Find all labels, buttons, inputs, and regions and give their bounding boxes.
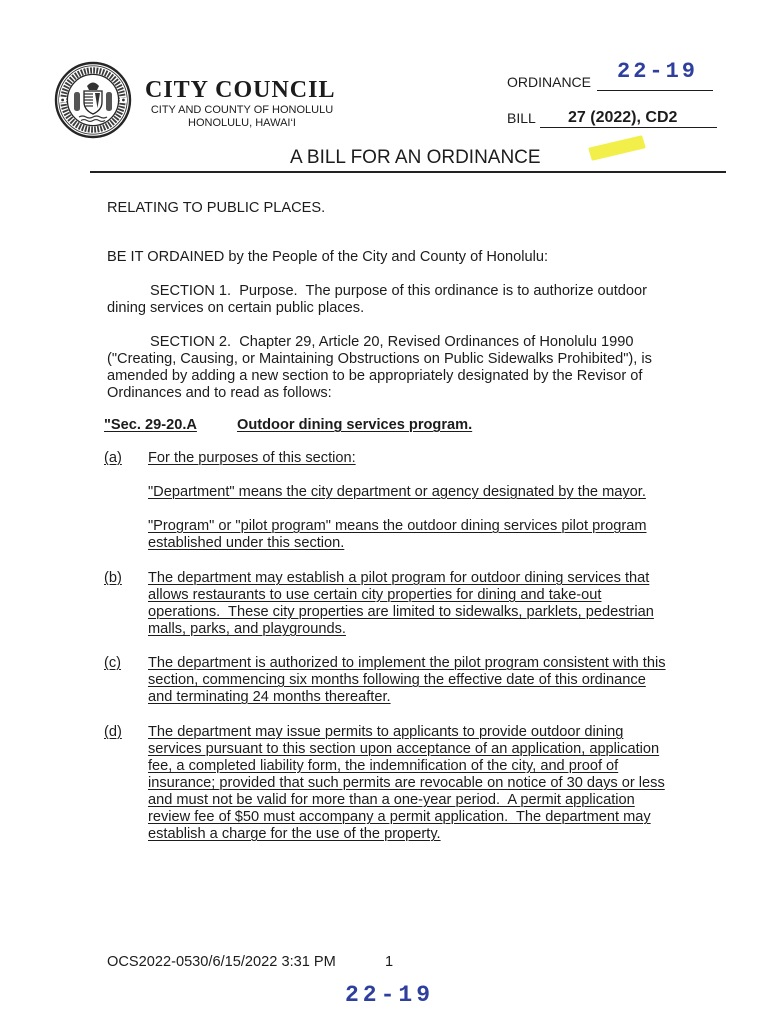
highlighter-stroke-icon [586,132,648,162]
subsection-text [148,655,666,706]
subsection-line: operations. These city properties are limited to sidewalks, parklets, pedestrian [148,604,654,620]
subsection-text [148,570,654,638]
relating-clause: RELATING TO PUBLIC PLACES. [107,200,326,216]
subsection-line: malls, parks, and playgrounds. [148,621,346,637]
subsection-text [148,450,356,467]
subsection-line: section, commencing six months following the effective date of this ordinance [148,672,646,688]
definition-program [148,518,647,552]
subsection-text [148,724,665,843]
subsection-line: fee, a completed liability form, the indemnification of the city, and proof of [148,758,619,774]
title-divider [90,171,726,173]
subsection-line: and must not be valid for more than a one-year period. A permit application [148,792,635,808]
subsection-line: establish a charge for the use of the property. [148,826,441,842]
subsection-line: review fee of $50 must accompany a permit application. The department may [148,809,651,825]
definition-line: "Department" means the city department or agency designated by the mayor. [148,484,646,500]
definition-line: established under this section. [148,535,345,551]
subsection-line: The department may issue permits to applicants to provide outdoor dining [148,724,624,740]
subsection-line: allows restaurants to use certain city properties for dining and take-out [148,587,602,603]
section-2-line: Ordinances and to read as follows: [107,385,332,401]
subsection-label: (a) [104,450,122,466]
document-id: OCS2022-0530/6/15/2022 3:31 PM [107,954,336,970]
new-section-number: "Sec. 29-20.A [104,417,197,433]
ordinance-label: ORDINANCE [507,74,592,90]
section-2-line: ("Creating, Causing, or Maintaining Obstructions on Public Sidewalks Prohibited"), is [107,351,652,367]
jurisdiction-name: CITY AND COUNTY OF HONOLULU [150,104,334,116]
enacting-clause: BE IT ORDAINED by the People of the City and County of Honolulu: [107,249,549,265]
jurisdiction-location: HONOLULU, HAWAI‘I [188,117,296,129]
section-1 [107,283,647,317]
ordinance-number-stamp: 22-19 [617,59,699,84]
section-1-line: dining services on certain public places. [107,300,365,316]
section-2-line: amended by adding a new section to be appropriately designated by the Revisor of [107,368,643,384]
subsection-line: and terminating 24 months thereafter. [148,689,391,705]
section-2 [107,334,652,402]
subsection-line: services pursuant to this section upon acceptance of an application, application [148,741,660,757]
page-number: 1 [385,954,394,970]
subsection-line: The department may establish a pilot program for outdoor dining services that [148,570,650,586]
subsection-label: (d) [104,724,122,740]
section-1-line: SECTION 1. Purpose. The purpose of this ordinance is to authorize outdoor [150,283,647,299]
new-section-title: Outdoor dining services program. [237,417,473,433]
council-title: CITY COUNCIL [145,77,336,103]
definition-department [148,484,646,501]
highlighter-mark [586,132,648,162]
ordinance-number-line [597,90,713,91]
jurisdiction-block [149,104,335,130]
section-2-line: SECTION 2. Chapter 29, Article 20, Revised Ordinances of Honolulu 1990 [150,334,634,350]
bill-number: 27 (2022), CD2 [540,108,717,128]
subsection-line: For the purposes of this section: [148,450,356,466]
definition-line: "Program" or "pilot program" means the outdoor dining services pilot program [148,518,647,534]
document-title: A BILL FOR AN ORDINANCE [290,147,541,168]
city-seal-icon [54,61,132,139]
footer-ordinance-stamp: 22-19 [345,982,435,1008]
city-seal [54,61,132,139]
subsection-label: (b) [104,570,122,586]
bill-label: BILL [507,110,536,126]
subsection-line: The department is authorized to implement the pilot program consistent with this [148,655,666,671]
subsection-line: insurance; provided that such permits are revocable on notice of 30 days or less [148,775,665,791]
subsection-label: (c) [104,655,122,671]
